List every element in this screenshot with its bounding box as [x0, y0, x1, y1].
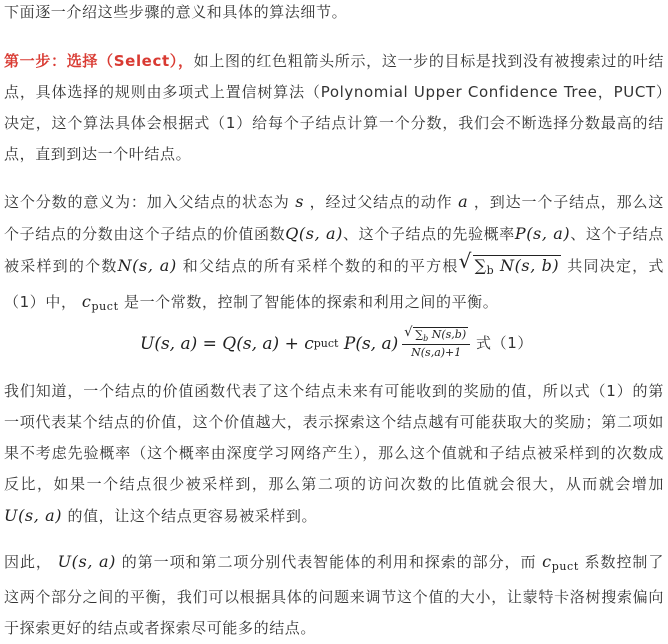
- radicand: [473, 255, 562, 275]
- step1-paragraph: [4, 46, 664, 170]
- sum-term: N(s, b): [499, 256, 560, 275]
- explain-paragraph: [4, 376, 664, 532]
- c-symbol-2: c: [542, 552, 552, 571]
- numerator-sum: ∑: [415, 328, 424, 341]
- math-s: s: [295, 192, 305, 211]
- formula-p-term: P(s, a): [338, 333, 399, 354]
- therefore-text-2: 的第一项和第二项分别代表智能体的利用和探索的部分，而: [121, 553, 537, 571]
- c-subscript-2: puct: [551, 560, 579, 573]
- therefore-text-1: 因此，: [4, 553, 52, 571]
- puct-formula: [140, 325, 470, 360]
- fraction-denominator: N(s,a)+1: [411, 346, 462, 360]
- math-c-puct: [82, 292, 119, 311]
- meaning-text-1: 这个分数的意义为：加入父结点的状态为: [4, 193, 290, 211]
- formula-c: c: [304, 333, 314, 354]
- therefore-text-3: 系数控制了这两个部分之间的平衡，我们可以根据具体的问题来调节这个值的大小，让蒙特卡洛树搜索偏向于探索更好的结点或者探索尽可能多的结点。: [4, 553, 664, 637]
- math-n: N(s, a): [117, 256, 177, 275]
- explain-text-1: 我们知道，一个结点的价值函数代表了这个结点未来有可能收到的奖励的值，所以式（1）的第一项代表某个结点的价值，这个价值越大，表示探索这个结点越有可能获取大的奖励；第二项如果不考虑先验概率（这个概率由深度学习网络产生），那么这个值就和子结点被采样到的次数成反比，如果一个结点很少被采样到，那么第二项的访问次数的比值就会很大，从而就会增加: [4, 382, 664, 493]
- formula-tag: 式（1）: [476, 334, 533, 352]
- meaning-text-6: 和父结点的所有采样个数的和的平方根: [182, 257, 459, 275]
- explain-text-2: 的值，让这个结点更容易被采样到。: [67, 507, 318, 525]
- numerator-term: N(s,b): [431, 328, 467, 341]
- step1-heading: 第一步：选择（Select），: [4, 52, 194, 70]
- meaning-text-5: 、这个子结点被采样到的个数: [4, 225, 664, 275]
- math-a: a: [458, 192, 469, 211]
- math-u: U(s, a): [4, 506, 63, 525]
- math-sqrt-sum: [459, 250, 562, 286]
- meaning-text-4: 、这个子结点的先验概率: [342, 225, 515, 243]
- step1-text: 如上图的红色粗箭头所示，这一步的目标是找到没有被搜索过的叶结点，具体选择的规则由多项式上置信树算法（Polynomial Upper Confidence Tree，PUCT）决定，这个算法具体会根据式（1）给每个子结点计算一个分数，我们会不断选择分数最高的结点，直到到达一个叶结点。: [4, 52, 664, 163]
- sum-index: b: [486, 264, 495, 277]
- sum-symbol: ∑: [474, 256, 487, 275]
- math-c-puct-2: [542, 552, 579, 571]
- intro-text: 下面逐一介绍这些步骤的意义和具体的算法细节。: [4, 3, 348, 21]
- numerator-radical: √: [404, 325, 413, 340]
- math-p: P(s, a): [514, 224, 571, 243]
- meaning-text-3: ，到达一个子结点，那么这个子结点的分数由这个子结点的价值函数: [4, 193, 665, 243]
- meaning-paragraph: [4, 186, 664, 322]
- c-symbol: c: [81, 292, 92, 311]
- formula-block: [0, 322, 668, 364]
- fraction-numerator: [402, 325, 470, 345]
- therefore-paragraph: [4, 546, 664, 644]
- numerator-sum-index: b: [423, 334, 429, 344]
- math-q: Q(s, a): [285, 224, 343, 243]
- numerator-radicand: [413, 327, 468, 344]
- radical-sign: √: [458, 249, 472, 273]
- meaning-text-2: ，经过父结点的动作: [309, 193, 453, 211]
- formula-lhs: U(s, a) = Q(s, a) +: [140, 333, 305, 354]
- math-u-2: U(s, a): [57, 552, 117, 571]
- formula-fraction: [402, 325, 470, 360]
- numerator-sqrt: [404, 325, 468, 344]
- c-subscript: puct: [91, 300, 119, 313]
- meaning-text-8: 是一个常数，控制了智能体的探索和利用之间的平衡。: [123, 293, 499, 311]
- formula-c-sub: puct: [313, 337, 339, 351]
- meaning-text-7: 共同决定，式（1）中，: [4, 257, 664, 311]
- intro-paragraph: [4, 0, 664, 28]
